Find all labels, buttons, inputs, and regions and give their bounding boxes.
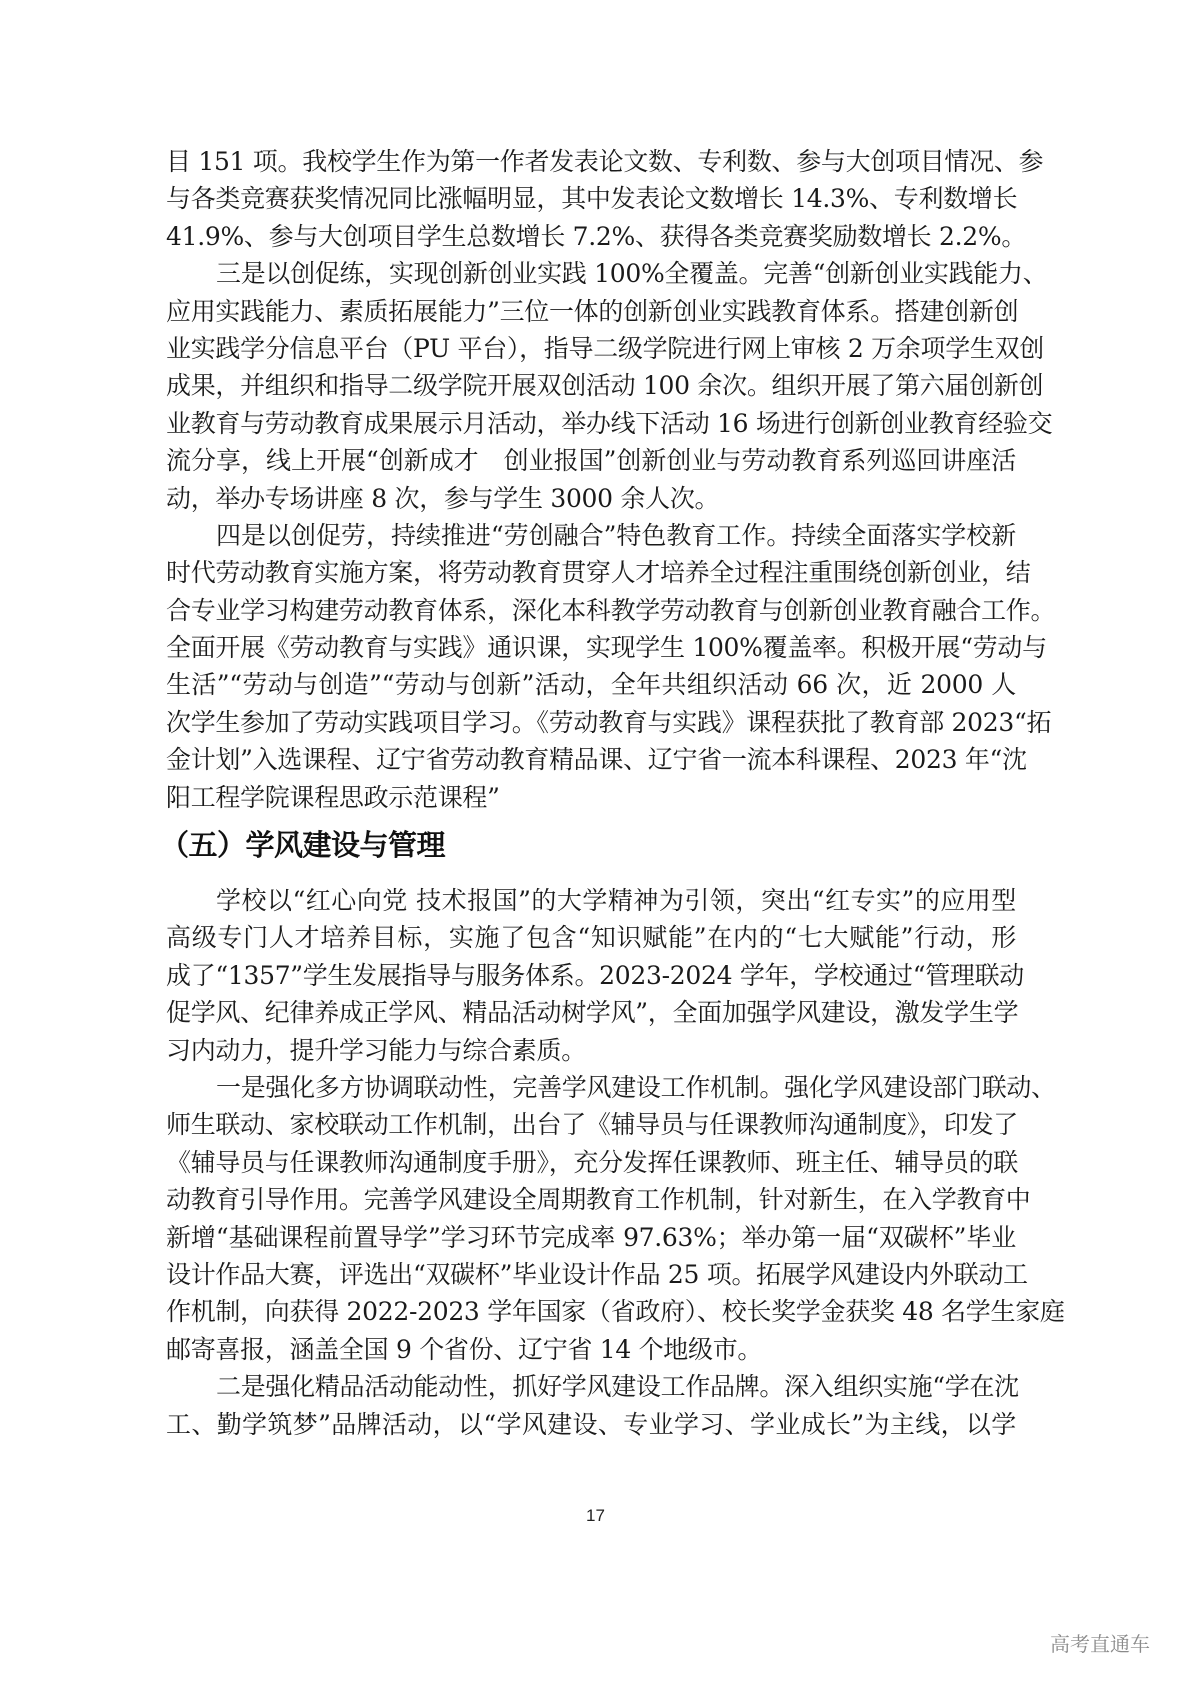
text-line: 新增“基础课程前置导学”学习环节完成率 97.63%；举办第一届“双碳杯”毕业	[166, 1222, 1016, 1252]
text-line: 习内动力，提升学习能力与综合素质。	[166, 1035, 586, 1065]
text-line: 作机制，向获得 2022-2023 学年国家（省政府）、校长奖学金获奖 48 名学生家庭	[166, 1297, 1065, 1327]
text-line: 时代劳动教育实施方案，将劳动教育贯穿人才培养全过程注重围绕创新创业，结	[166, 558, 1031, 588]
paragraph-coordination-mechanism	[166, 1069, 1065, 1368]
text-line: 业实践学分信息平台（PU 平台），指导二级学院进行网上审核 2 万余项学生双创	[166, 333, 1045, 363]
text-line: 二是强化精品活动能动性，抓好学风建设工作品牌。深入组织实施“学在沈	[216, 1372, 1019, 1402]
spacer	[166, 874, 1016, 882]
text-line: 与各类竞赛获奖情况同比涨幅明显，其中发表论文数增长 14.3%、专利数增长	[166, 184, 1018, 214]
text-line: 41.9%、参与大创项目学生总数增长 7.2%、获得各类竞赛奖励数增长 2.2%。	[166, 221, 1027, 251]
paragraph-continuation	[166, 143, 1044, 255]
text-line: 全面开展《劳动教育与实践》通识课，实现学生 100%覆盖率。积极开展“劳动与	[166, 633, 1047, 663]
text-line: 高级专门人才培养目标，实施了包含“知识赋能”在内的“七大赋能”行动，形	[166, 923, 1016, 953]
text-line: 动教育引导作用。完善学风建设全周期教育工作机制，针对新生，在入学教育中	[166, 1185, 1031, 1215]
text-line: 合专业学习构建劳动教育体系，深化本科教学劳动教育与创新创业教育融合工作。	[166, 595, 1056, 625]
text-line: 一是强化多方协调联动性，完善学风建设工作机制。强化学风建设部门联动、	[216, 1072, 1056, 1102]
text-line: 目 151 项。我校学生作为第一作者发表论文数、专利数、参与大创项目情况、参	[166, 147, 1044, 176]
text-line: 应用实践能力、素质拓展能力”三位一体的创新创业实践教育体系。搭建创新创	[166, 296, 1019, 326]
section-heading: （五）学风建设与管理	[160, 828, 446, 863]
text-line: 邮寄喜报，涵盖全国 9 个省份、辽宁省 14 个地级市。	[166, 1334, 763, 1364]
text-line: 工、勤学筑梦”品牌活动，以“学风建设、专业学习、学业成长”为主线，以学	[166, 1409, 1016, 1439]
paragraph-study-style-intro	[166, 882, 1025, 1069]
text-line: 三是以创促练，实现创新创业实践 100%全覆盖。完善“创新创业实践能力、	[216, 259, 1048, 289]
text-line: 次学生参加了劳动实践项目学习。《劳动教育与实践》课程获批了教育部 2023“拓	[166, 707, 1052, 737]
text-line: 业教育与劳动教育成果展示月活动，举办线下活动 16 场进行创新创业教育经验交	[166, 408, 1053, 438]
text-line: 师生联动、家校联动工作机制，出台了《辅导员与任课教师沟通制度》，印发了	[166, 1110, 1019, 1140]
text-line: 动，举办专场讲座 8 次，参与学生 3000 余人次。	[166, 483, 720, 513]
text-line: 成了“1357”学生发展指导与服务体系。2023-2024 学年，学校通过“管理联动	[166, 960, 1025, 990]
page-number: 17	[586, 1506, 605, 1525]
paragraph-labor-education	[166, 517, 1056, 816]
text-line: 设计作品大赛，评选出“双碳杯”毕业设计作品 25 项。拓展学风建设内外联动工	[166, 1259, 1028, 1289]
text-line: 成果，并组织和指导二级学院开展双创活动 100 余次。组织开展了第六届创新创	[166, 371, 1044, 401]
watermark-text: 高考直通车	[1050, 1632, 1150, 1656]
paragraph-innovation-practice	[166, 255, 1053, 517]
text-line: 《辅导员与任课教师沟通制度手册》，充分发挥任课教师、班主任、辅导员的联	[166, 1147, 1019, 1177]
text-line: 阳工程学院课程思政示范课程”	[166, 782, 500, 812]
text-line: 流分享，线上开展“创新成才 创业报国”创新创业与劳动教育系列巡回讲座活	[166, 446, 1016, 476]
text-line: 生活”“劳动与创造”“劳动与创新”活动，全年共组织活动 66 次，近 2000 人	[166, 670, 1016, 700]
text-line: 金计划”入选课程、辽宁省劳动教育精品课、辽宁省一流本科课程、2023 年“沈	[166, 745, 1027, 775]
body-text	[160, 143, 1065, 1443]
text-line: 促学风、纪律养成正学风、精品活动树学风”，全面加强学风建设，激发学生学	[166, 998, 1019, 1028]
paragraph-brand-activities	[166, 1368, 1019, 1443]
text-line: 学校以“红心向党 技术报国”的大学精神为引领，突出“红专实”的应用型	[216, 886, 1016, 916]
text-line: 四是以创促劳，持续推进“劳创融合”特色教育工作。持续全面落实学校新	[216, 520, 1016, 550]
